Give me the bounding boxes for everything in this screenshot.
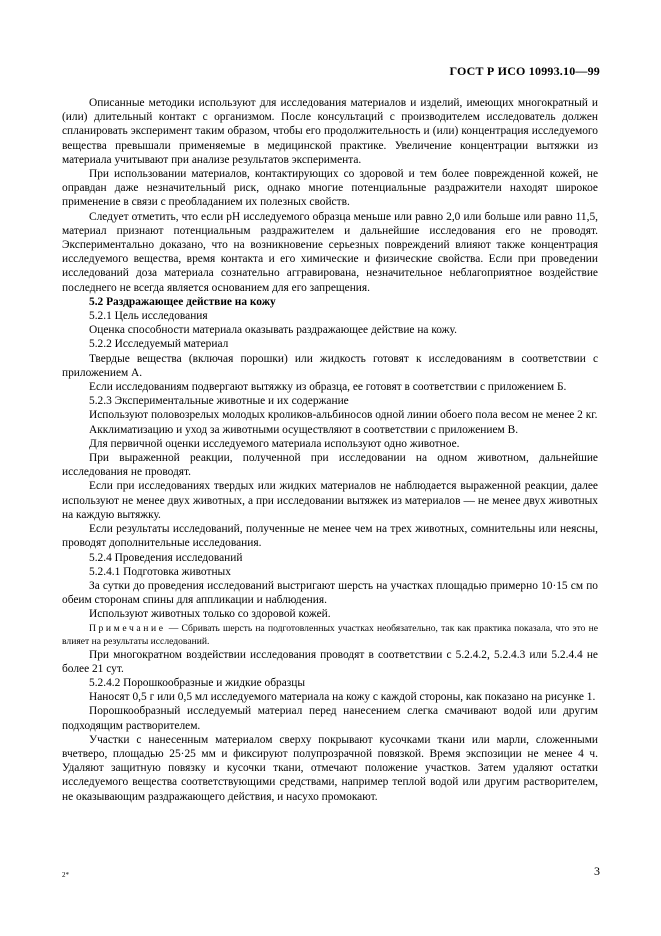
paragraph: Если при исследованиях твердых или жидких материалов не наблюдается выраженной реакции, далее используют не менее двух животных, а при исследовании вытяжек из материалов — не менее двух животных на каждую вытяжку. <box>62 480 598 521</box>
paragraph: Следует отметить, что если pH исследуемого образца меньше или равно 2,0 или больше или равно 11,5, материал признают потенциальным раздражителем и дальнейшие исследования его не проводят. Экспериментально доказано, что на возникновение серьезных повреждений влияют также концентрация исследуемого вещества, время контакта и его химические и физические свойства. Если при проведении исследований доза материала сознательно аггравирована, незначительное неблагоприятное воздействие последнего не всегда является основанием для его запрещения. <box>62 210 598 294</box>
paragraph: При многократном воздействии исследования проводят в соответствии с 5.2.4.2, 5.2.4.3 или 5.2.4.4 не более 21 сут. <box>62 648 598 675</box>
paragraph: Наносят 0,5 г или 0,5 мл исследуемого материала на кожу с каждой стороны, как показано на рисунке 1. <box>89 691 596 704</box>
paragraph: Используют животных только со здоровой кожей. <box>89 608 331 621</box>
paragraph: Используют половозрелых молодых кроликов-альбиносов одной линии обоего пола весом не менее 2 кг. <box>89 409 598 422</box>
paragraph: При выраженной реакции, полученной при исследовании на одном животном, дальнейшие исследования не проводят. <box>62 452 598 479</box>
subsection-heading: 5.2.4.1 Подготовка животных <box>89 565 231 578</box>
paragraph: Описанные методики используют для исследования материалов и изделий, имеющих многократный и (или) длительный контакт с организмом. После консультаций с производителем исследователь должен спланировать эксперимент таким образом, чтобы его продолжительность и (или) концентрация исследуемого вещества превышали применяемые в медицинской практике. Увеличение концентрации вытяжки из материала учитывают при анализе результатов эксперимента. <box>62 97 598 166</box>
subsection-heading: 5.2.4.2 Порошкообразные и жидкие образцы <box>89 676 306 689</box>
document-id-header: ГОСТ Р ИСО 10993.10—99 <box>449 64 600 78</box>
note-paragraph <box>62 622 598 648</box>
paragraph: Если исследованиям подвергают вытяжку из образца, ее готовят в соответствии с приложением Б. <box>89 381 567 394</box>
paragraph: Твердые вещества (включая порошки) или жидкость готовят к исследованиям в соответствии с приложением А. <box>62 352 598 379</box>
paragraph: Для первичной оценки исследуемого материала используют одно животное. <box>89 437 460 450</box>
subsection-heading: 5.2.1 Цель исследования <box>89 310 208 323</box>
page-number: 3 <box>594 864 600 878</box>
subsection-heading: 5.2.3 Экспериментальные животные и их содержание <box>89 395 349 408</box>
paragraph: За сутки до проведения исследований выстригают шерсть на участках площадью примерно 10·15 см по обеим сторонам спины для аппликации и наблюдения. <box>62 579 598 607</box>
subsection-heading: 5.2.2 Исследуемый материал <box>89 338 229 351</box>
paragraph: Если результаты исследований, полученные не менее чем на трех животных, сомнительны или неясны, проводят дополнительные исследования. <box>62 523 598 550</box>
section-heading: 5.2 Раздражающее действие на кожу <box>89 295 276 308</box>
note-label: Примечание <box>89 622 166 634</box>
paragraph: Участки с нанесенным материалом сверху покрывают кусочками ткани или марли, сложенными вчетверо, площадью 25·25 мм и фиксируют полупрозрачной повязкой. Время экспозиции не менее 4 ч. Удаляют защитную повязку и кусочки ткани, отмечают положение участков. Затем удаляют остатки исследуемого вещества соответствующими средствами, например теплой водой или другим растворителем, не оказывающим раздражающего действия, и насухо промокают. <box>62 733 598 803</box>
paragraph: Оценка способности материала оказывать раздражающее действие на кожу. <box>89 324 457 337</box>
document-body <box>62 96 598 804</box>
paragraph: Порошкообразный исследуемый материал перед нанесением слегка смачивают водой или другим подходящим растворителем. <box>62 705 598 732</box>
paragraph: Акклиматизацию и уход за животными осуществляют в соответствии с приложением В. <box>89 423 519 436</box>
note-text: — Сбривать шерсть на подготовленных участках необязательно, так как практика показала, что это не влияет на результаты исследований. <box>62 622 598 647</box>
subsection-heading: 5.2.4 Проведения исследований <box>89 551 243 564</box>
sheet-mark: 2* <box>62 871 69 879</box>
paragraph: При использовании материалов, контактирующих со здоровой и тем более поврежденной кожей, не оправдан даже незначительный риск, однако многие потенциальные раздражители находят широкое применение в связи с преобладанием их полезных свойств. <box>62 168 598 209</box>
